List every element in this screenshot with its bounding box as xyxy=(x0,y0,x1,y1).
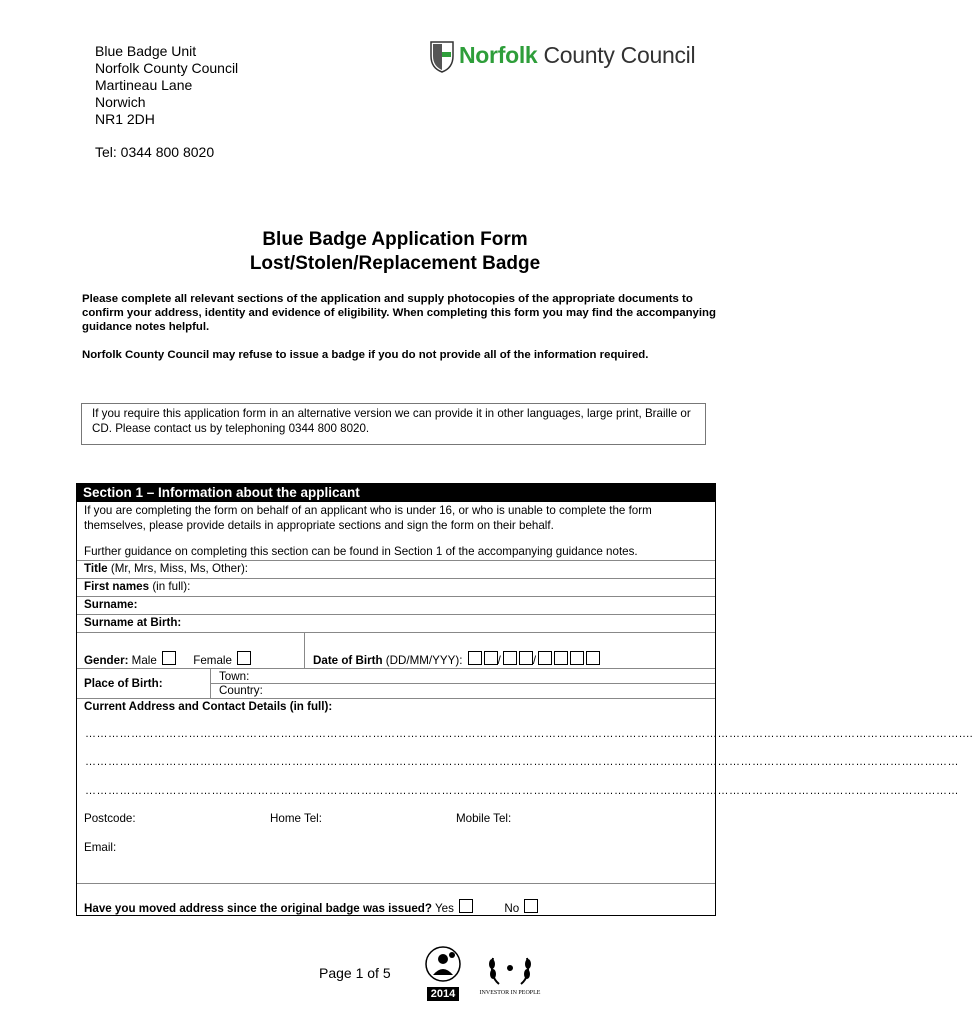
gender-field xyxy=(84,651,251,667)
logo-wordmark xyxy=(459,42,695,69)
form-subtitle: Lost/Stolen/Replacement Badge xyxy=(249,253,541,274)
dob-year-2-box[interactable] xyxy=(554,651,568,665)
contact-telephone: Tel: 0344 800 8020 xyxy=(95,144,215,160)
dob-slash: / xyxy=(497,654,501,667)
place-of-birth-label: Place of Birth: xyxy=(84,677,163,690)
address-line-1-input[interactable]: ………………………………………………………………………………………………………………………………………………………………………………………………………….... xyxy=(85,728,973,740)
investor-text: INVESTOR IN PEOPLE xyxy=(479,990,541,996)
title-field[interactable] xyxy=(84,562,248,575)
section1-guidance: Further guidance on completing this section can be found in Section 1 of the accompanying guidance notes. xyxy=(84,545,638,558)
award-badge-icon xyxy=(424,945,462,989)
row-divider xyxy=(210,683,715,684)
accreditation-badge xyxy=(424,945,462,1003)
postcode-field[interactable]: Postcode: xyxy=(84,812,136,825)
first-names-field[interactable] xyxy=(84,580,190,593)
council-crest-icon xyxy=(429,40,455,74)
column-divider xyxy=(304,632,305,668)
address-line: Blue Badge Unit xyxy=(95,43,197,59)
male-checkbox[interactable] xyxy=(162,651,176,665)
first-names-label: First names xyxy=(84,580,150,593)
moved-address-question xyxy=(84,899,538,915)
home-tel-field[interactable]: Home Tel: xyxy=(270,812,322,825)
dob-label: Date of Birth xyxy=(313,654,383,667)
address-line: Norwich xyxy=(95,94,146,110)
page-number: Page 1 of 5 xyxy=(319,965,391,981)
address-line: NR1 2DH xyxy=(95,111,155,127)
dob-year-3-box[interactable] xyxy=(570,651,584,665)
dob-month-1-box[interactable] xyxy=(503,651,517,665)
badge-year: 2014 xyxy=(427,987,459,1001)
surname-field[interactable]: Surname: xyxy=(84,598,138,611)
current-address-label: Current Address and Contact Details (in full): xyxy=(84,700,333,713)
moved-question-label: Have you moved address since the original badge was issued? xyxy=(84,902,432,915)
title-hint: (Mr, Mrs, Miss, Ms, Other): xyxy=(107,562,249,575)
form-title: Blue Badge Application Form xyxy=(262,229,528,250)
email-field[interactable]: Email: xyxy=(84,841,117,854)
row-divider xyxy=(77,560,715,561)
dob-year-1-box[interactable] xyxy=(538,651,552,665)
laurel-wreath-icon xyxy=(475,948,545,990)
gender-label: Gender: xyxy=(84,654,129,667)
row-divider xyxy=(77,614,715,615)
intro-paragraph: Please complete all relevant sections of the application and supply photocopies of the appropriate documents to confirm your address, identity and evidence of eligibility. When completing this form you may find the accompanying guidance notes helpful. xyxy=(82,293,716,333)
female-label: Female xyxy=(193,654,232,667)
surname-at-birth-field[interactable]: Surname at Birth: xyxy=(84,616,182,629)
moved-yes-checkbox[interactable] xyxy=(459,899,473,913)
section1-heading: Section 1 – Information about the applicant xyxy=(77,484,715,502)
address-line-2-input[interactable]: ………………………………………………………………………………………………………………………………………………………………………………………………………… xyxy=(85,756,959,768)
yes-label: Yes xyxy=(431,902,454,915)
row-divider xyxy=(77,883,715,884)
dob-month-2-box[interactable] xyxy=(519,651,533,665)
logo-norfolk: Norfolk xyxy=(459,42,538,68)
row-divider xyxy=(77,596,715,597)
dob-day-1-box[interactable] xyxy=(468,651,482,665)
norfolk-county-council-logo xyxy=(429,40,719,74)
alternative-format-notice: If you require this application form in an alternative version we can provide it in other languages, large print, Braille or CD. Please contact us by telephoning 0344 800 8020. xyxy=(81,403,706,445)
row-divider xyxy=(77,578,715,579)
row-divider xyxy=(77,632,715,633)
sender-address xyxy=(95,43,238,128)
logo-county-council: County Council xyxy=(543,42,696,68)
dob-hint: (DD/MM/YYY): xyxy=(382,654,463,667)
address-line-3-input[interactable]: ………………………………………………………………………………………………………………………………………………………………………………………………………… xyxy=(85,785,959,797)
female-checkbox[interactable] xyxy=(237,651,251,665)
dob-day-2-box[interactable] xyxy=(484,651,498,665)
row-divider xyxy=(77,668,715,669)
first-names-hint: (in full): xyxy=(149,580,191,593)
refusal-notice: Norfolk County Council may refuse to issue a badge if you do not provide all of the information required. xyxy=(82,349,649,361)
address-line: Martineau Lane xyxy=(95,77,193,93)
dob-year-4-box[interactable] xyxy=(586,651,600,665)
mobile-tel-field[interactable]: Mobile Tel: xyxy=(456,812,512,825)
address-line: Norfolk County Council xyxy=(95,60,239,76)
investor-in-people-badge xyxy=(475,948,545,1000)
title-label: Title xyxy=(84,562,108,575)
section1-form xyxy=(76,483,973,916)
moved-no-checkbox[interactable] xyxy=(524,899,538,913)
row-divider xyxy=(77,698,715,699)
section1-note: If you are completing the form on behalf of an applicant who is under 16, or who is unable to complete the form themselves, please provide details in appropriate sections and sign the form on their behalf. xyxy=(84,504,652,532)
no-label: No xyxy=(504,902,520,915)
dob-field xyxy=(313,651,600,667)
dob-slash: / xyxy=(532,654,537,667)
town-field[interactable]: Town: xyxy=(219,670,250,683)
country-field[interactable]: Country: xyxy=(219,684,263,697)
male-label: Male xyxy=(128,654,157,667)
